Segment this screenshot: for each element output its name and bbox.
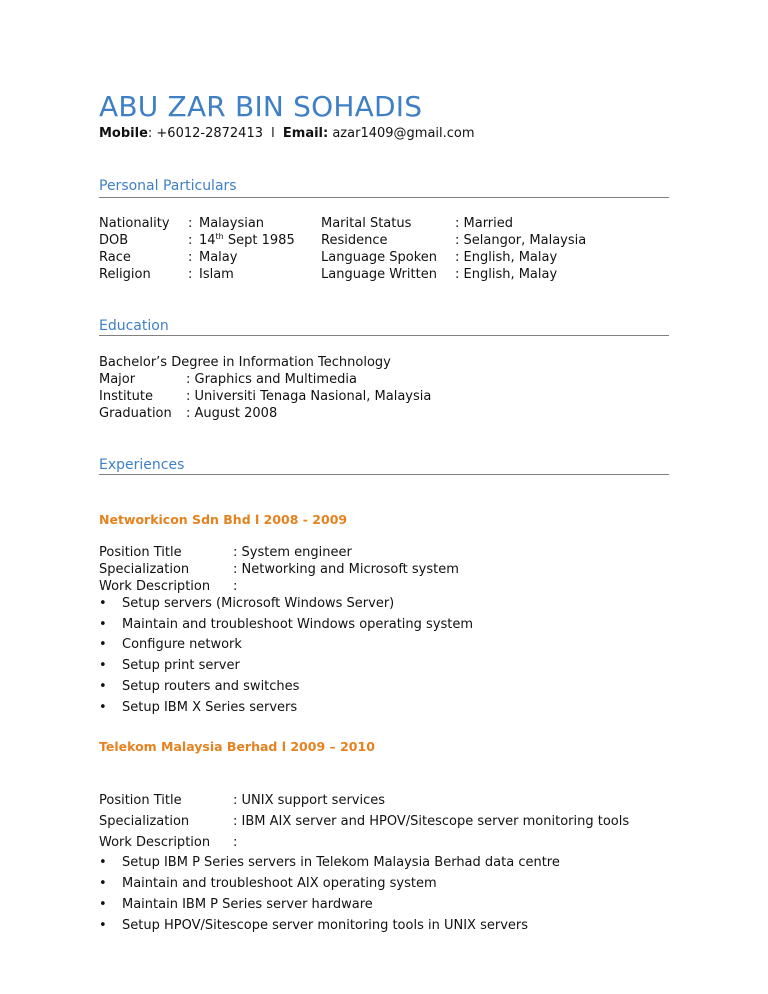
- list-item: • Maintain and troubleshoot Windows operating system: [99, 617, 474, 632]
- contact-line: [99, 126, 475, 141]
- job-label: Work Description: [99, 835, 211, 850]
- job-value: :: [233, 579, 238, 594]
- education-value: : Universiti Tenaga Nasional, Malaysia: [186, 389, 432, 404]
- list-item: • Setup routers and switches: [99, 679, 300, 694]
- education-value: : August 2008: [186, 406, 278, 421]
- section-title-experiences: Experiences: [99, 457, 185, 473]
- job-label: Work Description: [99, 579, 211, 594]
- personal-value: : English, Malay: [455, 250, 558, 265]
- personal-value: : Married: [455, 216, 514, 231]
- email-value[interactable]: azar1409@gmail.com: [332, 126, 475, 141]
- bullet-icon: •: [99, 897, 107, 912]
- list-item: • Setup IBM P Series servers in Telekom Malaysia Berhad data centre: [99, 855, 560, 870]
- personal-value-dob: 14th Sept 1985: [199, 232, 295, 248]
- personal-value: Islam: [199, 267, 234, 282]
- personal-value: : English, Malay: [455, 267, 558, 282]
- education-label: Institute: [99, 389, 153, 404]
- personal-label: Residence: [321, 233, 388, 248]
- personal-value: Malaysian: [199, 216, 265, 231]
- personal-colon: :: [188, 267, 193, 282]
- bullet-icon: •: [99, 658, 107, 673]
- mobile-label: Mobile: [99, 126, 148, 141]
- list-item: • Setup servers (Microsoft Windows Server): [99, 596, 395, 611]
- job-value: : UNIX support services: [233, 793, 386, 808]
- personal-label: Race: [99, 250, 131, 265]
- personal-label: Marital Status: [321, 216, 412, 231]
- list-item: • Setup print server: [99, 658, 240, 673]
- job-label: Position Title: [99, 545, 182, 560]
- personal-value: : Selangor, Malaysia: [455, 233, 587, 248]
- degree-title: Bachelor’s Degree in Information Technology: [99, 355, 391, 370]
- job-heading: Telekom Malaysia Berhad l 2009 – 2010: [99, 739, 375, 754]
- personal-label: Nationality: [99, 216, 170, 231]
- job-value: : Networking and Microsoft system: [233, 562, 459, 577]
- list-item: • Setup IBM X Series servers: [99, 700, 298, 715]
- job-value: : IBM AIX server and HPOV/Sitescope server monitoring tools: [233, 814, 630, 829]
- bullet-icon: •: [99, 596, 107, 611]
- bullet-icon: •: [99, 617, 107, 632]
- bullet-icon: •: [99, 637, 107, 652]
- bullet-icon: •: [99, 679, 107, 694]
- list-item: • Maintain and troubleshoot AIX operating system: [99, 876, 437, 891]
- personal-value: Malay: [199, 250, 238, 265]
- job-label: Specialization: [99, 562, 190, 577]
- section-title-education: Education: [99, 318, 169, 334]
- bullet-icon: •: [99, 855, 107, 870]
- list-item: • Maintain IBM P Series server hardware: [99, 897, 373, 912]
- job-label: Specialization: [99, 814, 190, 829]
- email-label: Email:: [282, 126, 329, 141]
- job-label: Position Title: [99, 793, 182, 808]
- bullet-icon: •: [99, 700, 107, 715]
- personal-colon: :: [188, 250, 193, 265]
- list-item: • Setup HPOV/Sitescope server monitoring tools in UNIX servers: [99, 918, 529, 933]
- personal-label: Language Written: [321, 267, 437, 282]
- personal-label: Religion: [99, 267, 151, 282]
- bullet-icon: •: [99, 918, 107, 933]
- mobile-value: : +6012-2872413: [147, 126, 263, 141]
- list-item: • Configure network: [99, 637, 242, 652]
- job-value: :: [233, 835, 238, 850]
- section-divider: [99, 335, 669, 336]
- education-label: Graduation: [99, 406, 172, 421]
- section-divider: [99, 474, 669, 475]
- personal-colon: :: [188, 233, 193, 248]
- personal-label: DOB: [99, 233, 129, 248]
- candidate-name: ABU ZAR BIN SOHADIS: [99, 90, 423, 123]
- education-label: Major: [99, 372, 136, 387]
- education-value: : Graphics and Multimedia: [186, 372, 357, 387]
- personal-label: Language Spoken: [321, 250, 438, 265]
- section-title-personal: Personal Particulars: [99, 178, 237, 194]
- personal-colon: :: [188, 216, 193, 231]
- job-value: : System engineer: [233, 545, 352, 560]
- job-heading: Networkicon Sdn Bhd l 2008 - 2009: [99, 512, 348, 527]
- bullet-icon: •: [99, 876, 107, 891]
- contact-separator: l: [271, 126, 275, 141]
- section-divider: [99, 197, 669, 198]
